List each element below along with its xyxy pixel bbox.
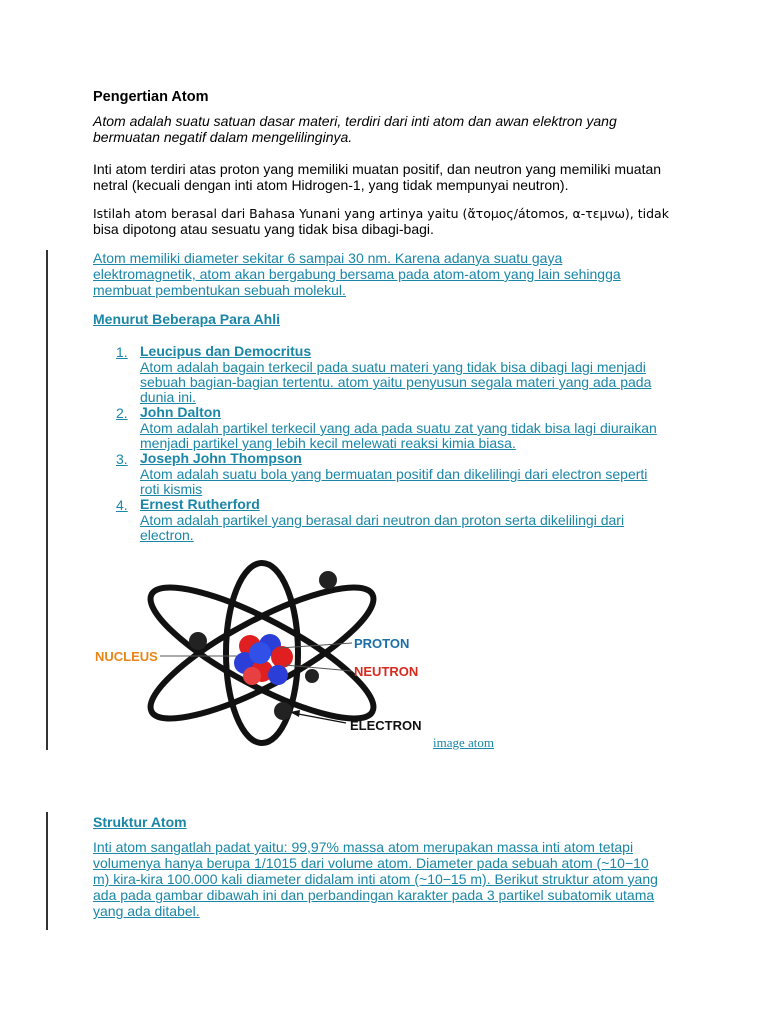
para3-line-2[interactable]: elektromagnetik, atom akan bergabung bersama pada atom-atom yang lain sehingga <box>93 266 621 282</box>
struktur-line[interactable]: yang ada ditabel. <box>93 903 200 919</box>
expert-name[interactable]: Joseph John Thompson <box>140 450 302 466</box>
para3-line-1[interactable]: Atom memiliki diameter sekitar 6 sampai 30 nm. Karena adanya suatu gaya <box>93 250 563 266</box>
expert-number: 3. <box>116 451 128 467</box>
struktur-line[interactable]: m) kira-kira 100.000 kali diameter didalam inti atom (~10−15 m). Berikut struktur atom yang <box>93 871 658 887</box>
struktur-line[interactable]: Inti atom sangatlah padat yaitu: 99,97% massa atom merupakan massa inti atom tetapi <box>93 839 634 855</box>
electron-dot <box>319 571 337 589</box>
expert-name[interactable]: Leucipus dan Democritus <box>140 343 312 359</box>
neutron-label: NEUTRON <box>354 664 419 679</box>
para2-line-2: bisa dipotong atau sesuatu yang tidak bisa dibagi-bagi. <box>93 221 434 237</box>
expert-desc-line[interactable]: Atom adalah bagain terkecil pada suatu materi yang tidak bisa dibagi lagi menjadi <box>140 359 646 375</box>
para1-line-2: netral (kecuali dengan inti atom Hidrogen-1, yang tidak mempunyai neutron). <box>93 177 569 193</box>
expert-desc-line[interactable]: Atom adalah partikel terkecil yang ada pada suatu zat yang tidak bisa lagi diuraikan <box>140 420 657 436</box>
electron-dot <box>189 632 207 650</box>
expert-name[interactable]: Ernest Rutherford <box>140 496 260 512</box>
image-caption-link[interactable]: image atom <box>433 735 495 750</box>
expert-desc-line[interactable]: Atom adalah suatu bola yang bermuatan positif dan dikelilingi dari electron seperti <box>140 466 648 482</box>
heading-para-ahli[interactable]: Menurut Beberapa Para Ahli <box>93 311 280 327</box>
expert-desc-line[interactable]: dunia ini. <box>140 389 197 405</box>
nucleus-label: NUCLEUS <box>95 649 158 664</box>
expert-desc-line[interactable]: sebuah bagian-bagian tertentu. atom yaitu penyusun segala materi yang ada pada <box>140 374 652 390</box>
margin-bar-1 <box>46 250 48 750</box>
expert-desc-line[interactable]: roti kismis <box>140 481 203 497</box>
struktur-line[interactable]: volumenya hanya berupa 1/1015 dari volume atom. Diameter pada sebuah atom (~10−10 <box>93 855 649 871</box>
electron-dot <box>274 702 292 720</box>
margin-bar-2 <box>46 812 48 930</box>
electron-label: ELECTRON <box>350 718 422 733</box>
expert-number: 4. <box>116 497 128 513</box>
proton-label: PROTON <box>354 636 410 651</box>
atom-diagram <box>90 553 440 753</box>
expert-name[interactable]: John Dalton <box>140 404 221 420</box>
heading-struktur-atom[interactable]: Struktur Atom <box>93 814 187 830</box>
intro-line-1: Atom adalah suatu satuan dasar materi, terdiri dari inti atom dan awan elektron yang <box>93 113 617 129</box>
expert-desc-line[interactable]: Atom adalah partikel yang berasal dari neutron dan proton serta dikelilingi dari <box>140 512 625 528</box>
expert-number: 2. <box>116 405 128 421</box>
expert-number: 1. <box>116 344 128 360</box>
expert-desc-line[interactable]: electron. <box>140 527 194 543</box>
para1-line-1: Inti atom terdiri atas proton yang memiliki muatan positif, dan neutron yang memiliki muatan <box>93 161 662 177</box>
para2-line-1: Istilah atom berasal dari Bahasa Yunani yang artinya yaitu (ἄτομος/átomos, α-τεμνω), tidak <box>93 206 669 221</box>
intro-line-2: bermuatan negatif dalam mengelilinginya. <box>93 129 353 145</box>
electron-dot <box>305 669 319 683</box>
para3-line-3[interactable]: membuat pembentukan sebuah molekul. <box>93 282 346 298</box>
page-title: Pengertian Atom <box>93 89 209 105</box>
struktur-line[interactable]: ada pada gambar dibawah ini dan perbandingan karakter pada 3 partikel subatomik utama <box>93 887 655 903</box>
expert-desc-line[interactable]: menjadi partikel yang lebih kecil melewati reaksi kimia biasa. <box>140 435 516 451</box>
